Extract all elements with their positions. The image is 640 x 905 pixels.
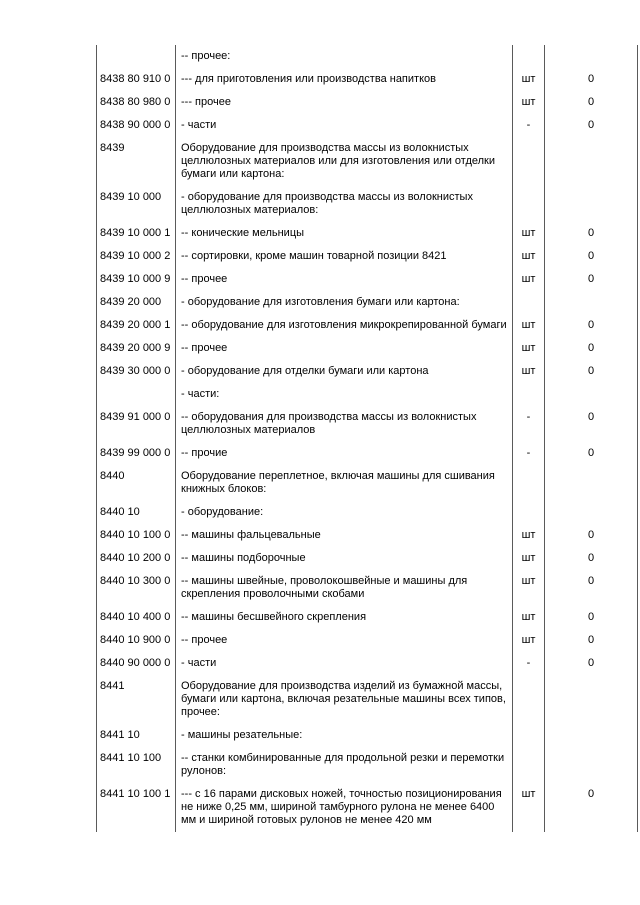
rate-cell: 0 <box>545 442 638 465</box>
rate-cell <box>545 45 638 68</box>
table-row <box>97 442 638 465</box>
rate-cell <box>545 465 638 501</box>
table-row <box>97 68 638 91</box>
code-cell: 8439 <box>97 137 176 186</box>
description-cell: - оборудование для производства массы из волокнистых целлюлозных материалов: <box>176 186 513 222</box>
description-cell: - машины резательные: <box>176 724 513 747</box>
code-cell: 8439 20 000 9 <box>97 337 176 360</box>
unit-cell: - <box>513 652 545 675</box>
description-cell: Оборудование переплетное, включая машины для сшивания книжных блоков: <box>176 465 513 501</box>
code-cell: 8438 80 980 0 <box>97 91 176 114</box>
table-row <box>97 724 638 747</box>
rate-cell: 0 <box>545 314 638 337</box>
description-cell: - части <box>176 652 513 675</box>
table-row <box>97 547 638 570</box>
table-row <box>97 675 638 724</box>
rate-cell: 0 <box>545 68 638 91</box>
rate-cell <box>545 747 638 783</box>
description-cell: -- прочее <box>176 337 513 360</box>
unit-cell: шт <box>513 91 545 114</box>
table-row <box>97 222 638 245</box>
unit-cell: - <box>513 442 545 465</box>
rate-cell: 0 <box>545 652 638 675</box>
tariff-table <box>96 45 638 832</box>
code-cell: 8440 <box>97 465 176 501</box>
code-cell: 8439 99 000 0 <box>97 442 176 465</box>
unit-cell <box>513 186 545 222</box>
unit-cell: шт <box>513 314 545 337</box>
code-cell: 8439 30 000 0 <box>97 360 176 383</box>
table-row <box>97 91 638 114</box>
table-row <box>97 606 638 629</box>
table-row <box>97 383 638 406</box>
table-row <box>97 629 638 652</box>
table-row <box>97 652 638 675</box>
description-cell: -- оборудования для производства массы из волокнистых целлюлозных материалов <box>176 406 513 442</box>
rate-cell: 0 <box>545 606 638 629</box>
table-row <box>97 570 638 606</box>
unit-cell: шт <box>513 629 545 652</box>
table-row <box>97 186 638 222</box>
description-cell: - оборудование для отделки бумаги или картона <box>176 360 513 383</box>
unit-cell <box>513 45 545 68</box>
unit-cell <box>513 747 545 783</box>
code-cell: 8440 10 300 0 <box>97 570 176 606</box>
rate-cell <box>545 501 638 524</box>
rate-cell <box>545 724 638 747</box>
rate-cell: 0 <box>545 570 638 606</box>
code-cell: 8441 10 100 <box>97 747 176 783</box>
rate-cell: 0 <box>545 222 638 245</box>
description-cell: - части: <box>176 383 513 406</box>
unit-cell: шт <box>513 268 545 291</box>
table-row <box>97 291 638 314</box>
rate-cell: 0 <box>545 783 638 832</box>
description-cell: --- прочее <box>176 91 513 114</box>
code-cell <box>97 45 176 68</box>
code-cell: 8439 20 000 1 <box>97 314 176 337</box>
unit-cell: шт <box>513 547 545 570</box>
rate-cell: 0 <box>545 337 638 360</box>
table-row <box>97 245 638 268</box>
unit-cell: шт <box>513 360 545 383</box>
rate-cell: 0 <box>545 360 638 383</box>
description-cell: -- оборудование для изготовления микрокрепированной бумаги <box>176 314 513 337</box>
table-row <box>97 501 638 524</box>
unit-cell: шт <box>513 606 545 629</box>
code-cell: 8441 <box>97 675 176 724</box>
table-row <box>97 137 638 186</box>
code-cell: 8439 10 000 <box>97 186 176 222</box>
table-row <box>97 747 638 783</box>
code-cell: 8439 10 000 2 <box>97 245 176 268</box>
rate-cell <box>545 383 638 406</box>
code-cell: 8440 10 100 0 <box>97 524 176 547</box>
rate-cell: 0 <box>545 406 638 442</box>
unit-cell <box>513 291 545 314</box>
unit-cell <box>513 383 545 406</box>
table-row <box>97 114 638 137</box>
unit-cell: шт <box>513 222 545 245</box>
code-cell: 8439 10 000 9 <box>97 268 176 291</box>
unit-cell: шт <box>513 783 545 832</box>
code-cell: 8440 10 200 0 <box>97 547 176 570</box>
unit-cell: шт <box>513 570 545 606</box>
description-cell: -- машины швейные, проволокошвейные и машины для скрепления проволочными скобами <box>176 570 513 606</box>
code-cell: 8439 91 000 0 <box>97 406 176 442</box>
description-cell: -- машины подборочные <box>176 547 513 570</box>
table-row <box>97 337 638 360</box>
description-cell: - оборудование для изготовления бумаги или картона: <box>176 291 513 314</box>
table-row <box>97 465 638 501</box>
code-cell: 8440 10 <box>97 501 176 524</box>
description-cell: -- машины фальцевальные <box>176 524 513 547</box>
description-cell: -- сортировки, кроме машин товарной позиции 8421 <box>176 245 513 268</box>
table-row <box>97 406 638 442</box>
description-cell: -- прочее <box>176 629 513 652</box>
code-cell: 8441 10 <box>97 724 176 747</box>
rate-cell <box>545 675 638 724</box>
code-cell: 8440 10 900 0 <box>97 629 176 652</box>
unit-cell: шт <box>513 68 545 91</box>
table-row <box>97 783 638 832</box>
unit-cell: - <box>513 114 545 137</box>
tariff-table-body <box>97 45 638 832</box>
table-row <box>97 268 638 291</box>
rate-cell: 0 <box>545 114 638 137</box>
table-row <box>97 314 638 337</box>
rate-cell: 0 <box>545 91 638 114</box>
code-cell: 8439 20 000 <box>97 291 176 314</box>
rate-cell: 0 <box>545 524 638 547</box>
description-cell: -- прочие <box>176 442 513 465</box>
rate-cell: 0 <box>545 547 638 570</box>
description-cell: Оборудование для производства массы из волокнистых целлюлозных материалов или для изготовления или отделки бумаги или картона: <box>176 137 513 186</box>
code-cell: 8441 10 100 1 <box>97 783 176 832</box>
description-cell: -- машины бесшвейного скрепления <box>176 606 513 629</box>
unit-cell: - <box>513 406 545 442</box>
code-cell: 8438 90 000 0 <box>97 114 176 137</box>
table-row <box>97 45 638 68</box>
unit-cell: шт <box>513 337 545 360</box>
description-cell: -- станки комбинированные для продольной резки и перемотки рулонов: <box>176 747 513 783</box>
code-cell: 8440 10 400 0 <box>97 606 176 629</box>
rate-cell <box>545 186 638 222</box>
code-cell: 8439 10 000 1 <box>97 222 176 245</box>
description-cell: - оборудование: <box>176 501 513 524</box>
rate-cell <box>545 291 638 314</box>
description-cell: -- конические мельницы <box>176 222 513 245</box>
description-cell: -- прочее <box>176 268 513 291</box>
unit-cell <box>513 675 545 724</box>
unit-cell: шт <box>513 524 545 547</box>
unit-cell <box>513 465 545 501</box>
rate-cell: 0 <box>545 629 638 652</box>
rate-cell: 0 <box>545 268 638 291</box>
unit-cell <box>513 501 545 524</box>
rate-cell <box>545 137 638 186</box>
description-cell: Оборудование для производства изделий из бумажной массы, бумаги или картона, включая резательные машины всех типов, прочее: <box>176 675 513 724</box>
description-cell: --- для приготовления или производства напитков <box>176 68 513 91</box>
unit-cell: шт <box>513 245 545 268</box>
description-cell: - части <box>176 114 513 137</box>
description-cell: -- прочее: <box>176 45 513 68</box>
rate-cell: 0 <box>545 245 638 268</box>
unit-cell <box>513 137 545 186</box>
table-row <box>97 524 638 547</box>
table-row <box>97 360 638 383</box>
code-cell: 8440 90 000 0 <box>97 652 176 675</box>
unit-cell <box>513 724 545 747</box>
description-cell: --- с 16 парами дисковых ножей, точностью позиционирования не ниже 0,25 мм, шириной тамбурного рулона не менее 6400 мм и шириной готовых рулонов не менее 420 мм <box>176 783 513 832</box>
code-cell <box>97 383 176 406</box>
code-cell: 8438 80 910 0 <box>97 68 176 91</box>
